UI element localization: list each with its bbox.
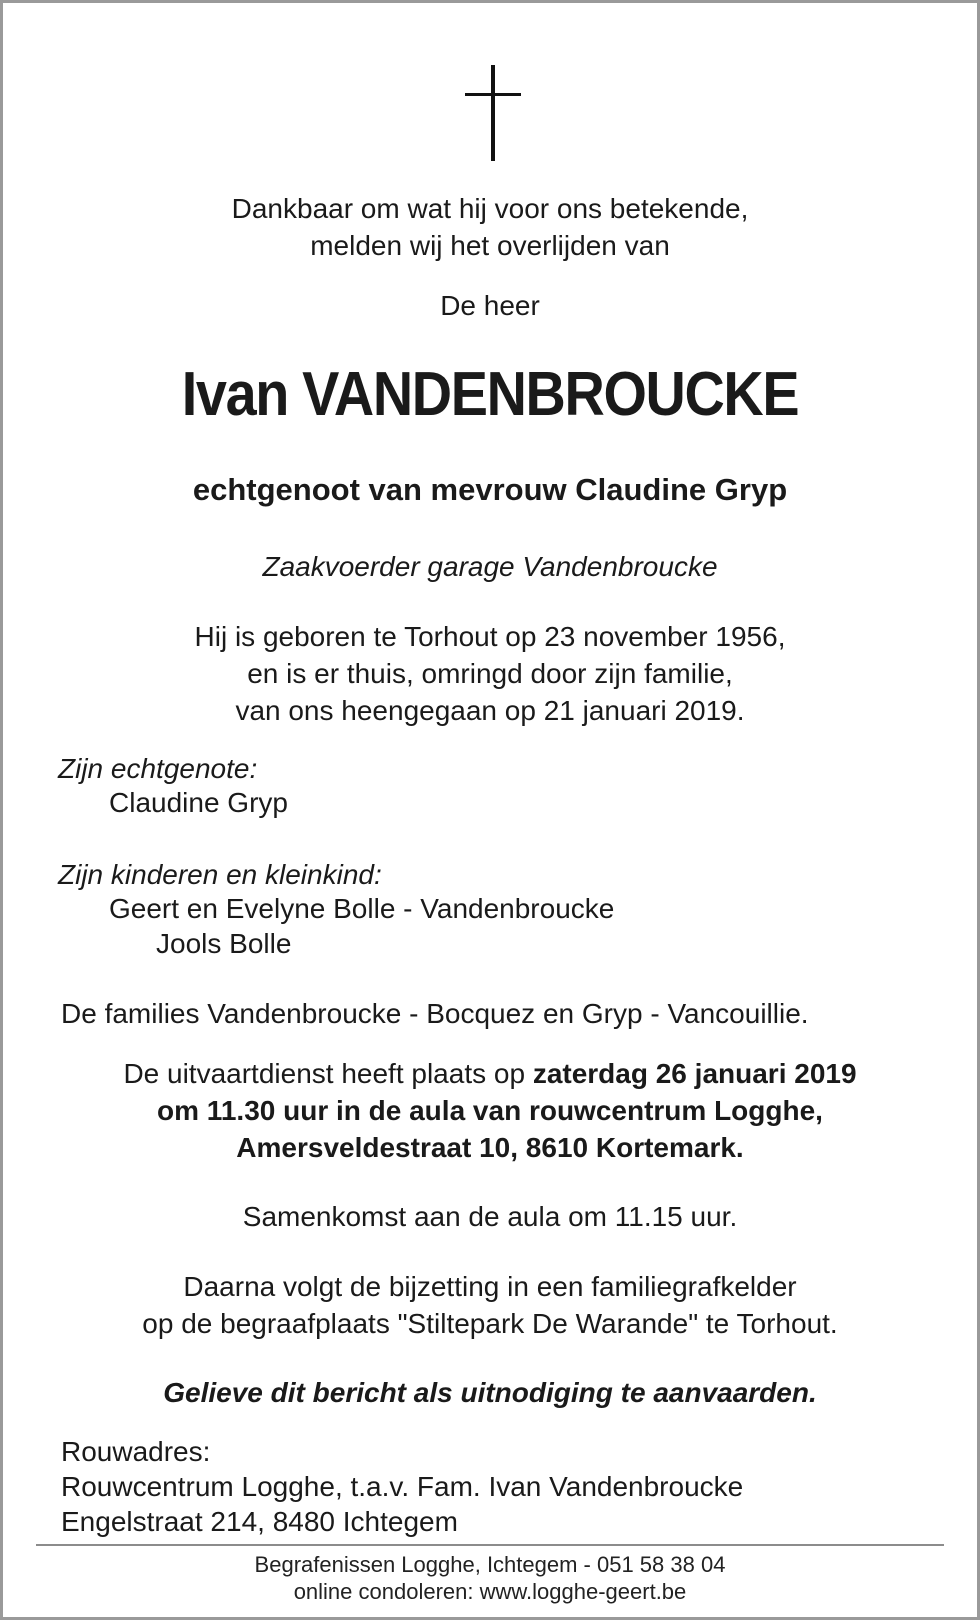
address-line-2: Engelstraat 214, 8480 Ichtegem [61,1506,458,1537]
burial-line-1: Daarna volgt de bijzetting in een familiegrafkelder [183,1271,797,1302]
grandchild-name: Jools Bolle [156,928,292,959]
birth-line-2: en is er thuis, omringd door zijn familie, [247,658,733,689]
service-line-2: om 11.30 uur in de aula van rouwcentrum Logghe, [157,1095,823,1126]
service-line-1 [3,1055,977,1092]
footer-condolence-link: online condoleren: www.logghe-geert.be [293,1579,687,1604]
families-line: De families Vandenbroucke - Bocquez en Gryp - Vancouillie. [61,998,809,1029]
gathering-line: Samenkomst aan de aula om 11.15 uur. [242,1201,738,1232]
intro-line-2: melden wij het overlijden van [310,230,670,261]
service-date: zaterdag 26 januari 2019 [532,1058,857,1089]
deceased-name: Ivan VANDENBROUCKE [181,360,799,429]
occupation: Zaakvoerder garage Vandenbroucke [262,551,718,582]
salutation: De heer [440,290,540,321]
service-prefix: De uitvaartdienst heeft plaats op [123,1058,533,1089]
address-heading: Rouwadres: [61,1436,211,1467]
cross-icon [465,65,521,161]
intro-line-1: Dankbaar om wat hij voor ons betekende, [231,193,749,224]
death-line: van ons heengegaan op 21 januari 2019. [235,695,745,726]
birth-line-1: Hij is geboren te Torhout op 23 november 1956, [194,621,786,652]
wife-name: Claudine Gryp [109,787,288,818]
children-names: Geert en Evelyne Bolle - Vandenbroucke [109,893,615,924]
spouse-line: echtgenoot van mevrouw Claudine Gryp [192,472,788,507]
wife-heading: Zijn echtgenote: [58,753,258,784]
children-heading: Zijn kinderen en kleinkind: [58,859,382,890]
service-line-3: Amersveldestraat 10, 8610 Kortemark. [236,1132,744,1163]
footer-funeral-home: Begrafenissen Logghe, Ichtegem - 051 58 38 04 [254,1552,726,1577]
address-line-1: Rouwcentrum Logghe, t.a.v. Fam. Ivan Vandenbroucke [61,1471,744,1502]
invitation-line: Gelieve dit bericht als uitnodiging te aanvaarden. [163,1377,817,1408]
burial-line-2: op de begraafplaats "Stiltepark De Warande" te Torhout. [142,1308,838,1339]
footer-divider [36,1544,944,1546]
